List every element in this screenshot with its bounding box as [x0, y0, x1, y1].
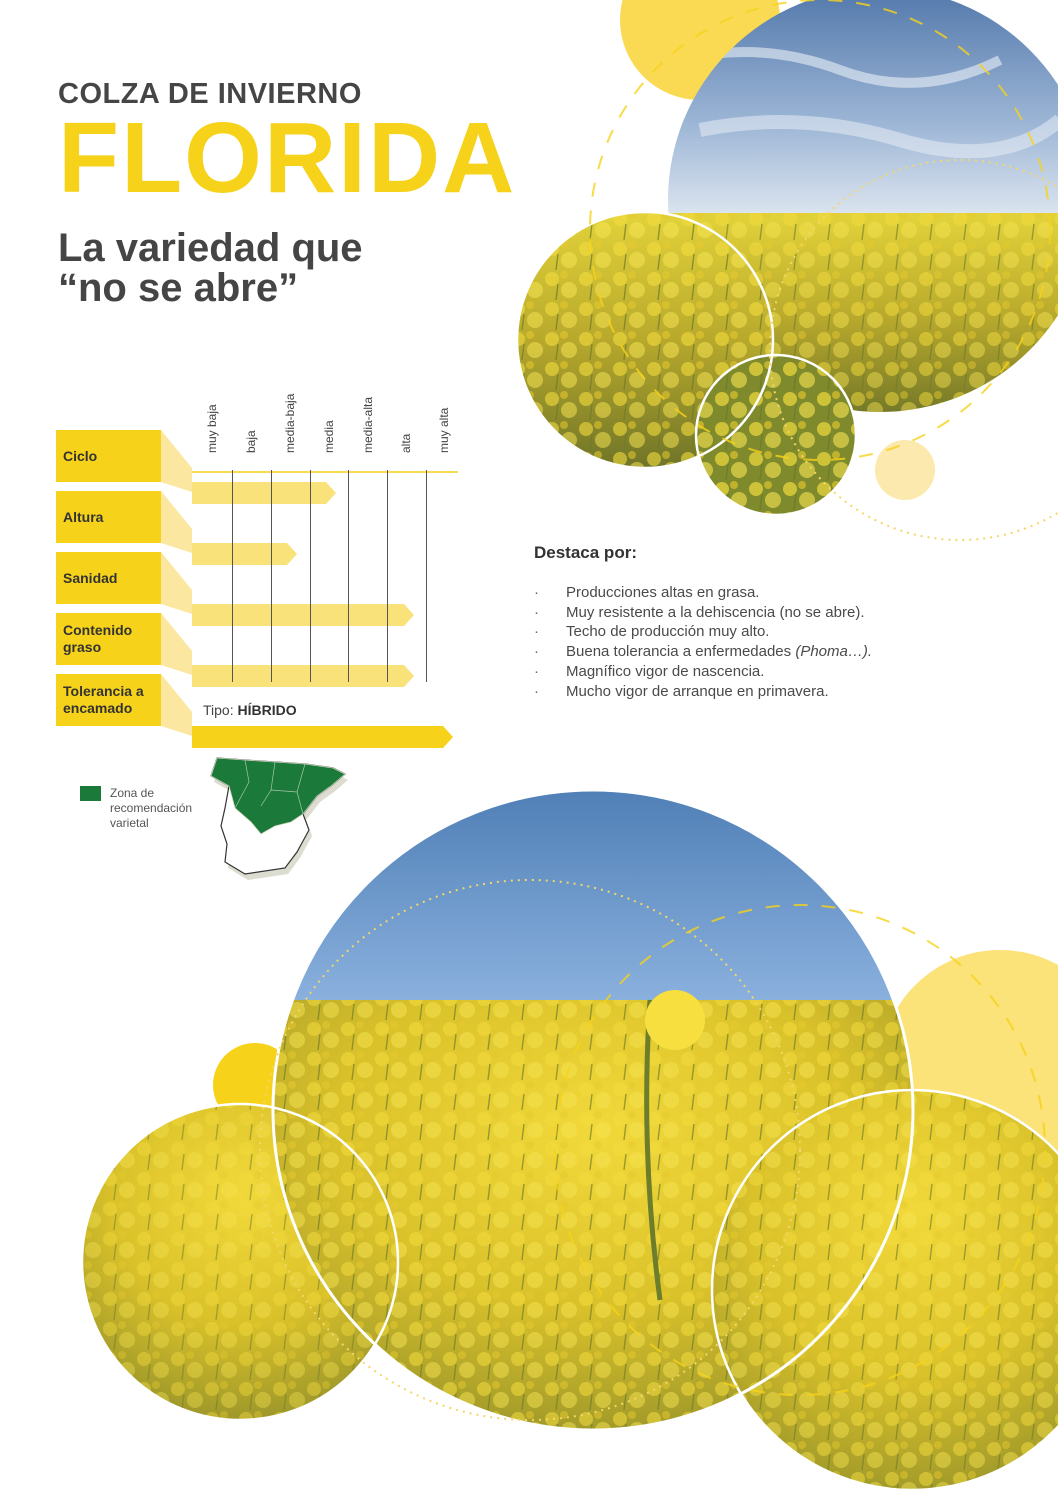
chart-row-label — [56, 430, 161, 482]
spain-map-icon — [205, 756, 350, 881]
chart-gridline — [310, 470, 311, 682]
chart-gridline — [348, 470, 349, 682]
scale-level-label — [319, 405, 339, 467]
scale-level-text: media — [322, 420, 336, 453]
chart-bar — [192, 726, 453, 748]
scale-level-label — [434, 405, 454, 467]
highlights-title: Destaca por: — [534, 543, 637, 562]
chart-bar — [192, 604, 414, 626]
chart-row-connector — [161, 552, 192, 614]
chart-bar — [192, 482, 336, 504]
chart-row-connector — [161, 674, 192, 736]
highlight-item-italic: (Phoma…). — [795, 643, 873, 661]
tagline-line-1: La variedad que — [58, 226, 363, 270]
chart-row-label — [56, 491, 161, 543]
highlight-item — [534, 642, 872, 662]
highlight-item: · Techo de producción muy alto. — [534, 622, 872, 642]
scale-level-text: baja — [244, 430, 258, 453]
scale-level-text: muy baja — [205, 404, 219, 453]
variety-type-label: Tipo: — [203, 702, 234, 718]
highlight-item: · Producciones altas en grasa. — [534, 583, 872, 603]
chart-row-connector — [161, 491, 192, 553]
scale-level-label — [280, 393, 300, 467]
chart-row-label-line: Altura — [63, 508, 104, 525]
scale-level-label — [241, 405, 261, 467]
chart-row-label-line: encamado — [63, 700, 133, 716]
chart-gridline — [387, 470, 388, 682]
scale-level-label — [358, 396, 378, 467]
variety-type-value: HÍBRIDO — [237, 702, 297, 718]
chart-bar — [192, 665, 414, 687]
chart-row-label — [56, 613, 161, 665]
chart-row-label — [56, 552, 161, 604]
chart-row-label-line: graso — [63, 639, 102, 655]
scale-level-label — [202, 405, 222, 467]
map-legend-label: Zona de recomendación varietal — [110, 786, 193, 830]
chart-row-label-line: Tolerancia a — [63, 683, 144, 699]
chart-gridline — [232, 470, 233, 682]
variety-type — [203, 702, 297, 718]
highlight-item: · Magnífico vigor de nascencia. — [534, 662, 872, 682]
highlights-list — [534, 583, 872, 701]
scale-level-text: media-alta — [361, 396, 375, 453]
chart-gridline — [271, 470, 272, 682]
scale-level-text: muy alta — [437, 407, 451, 453]
product-category: COLZA DE INVIERNO — [58, 78, 362, 110]
highlight-item: · Mucho vigor de arranque en primavera. — [534, 682, 872, 702]
chart-row-label-line: Contenido — [63, 622, 133, 638]
chart-row-label-line: Ciclo — [63, 447, 98, 464]
chart-row-connector — [161, 613, 192, 675]
highlight-item: · Muy resistente a la dehiscencia (no se abre). — [534, 603, 872, 623]
variety-name: FLORIDA — [58, 102, 517, 214]
scale-level-label — [396, 405, 416, 467]
scale-level-text: alta — [399, 433, 413, 453]
chart-row-connector — [161, 430, 192, 492]
highlight-item-text: Buena tolerancia a enfermedades — [566, 643, 792, 661]
legend-swatch — [80, 786, 101, 801]
scale-level-text: media-baja — [283, 393, 297, 453]
chart-row-label-line: Sanidad — [63, 569, 118, 586]
tagline-line-2: “no se abre” — [58, 266, 299, 310]
chart-row-label — [56, 674, 161, 726]
chart-bar — [192, 543, 297, 565]
chart-gridline — [426, 470, 427, 682]
